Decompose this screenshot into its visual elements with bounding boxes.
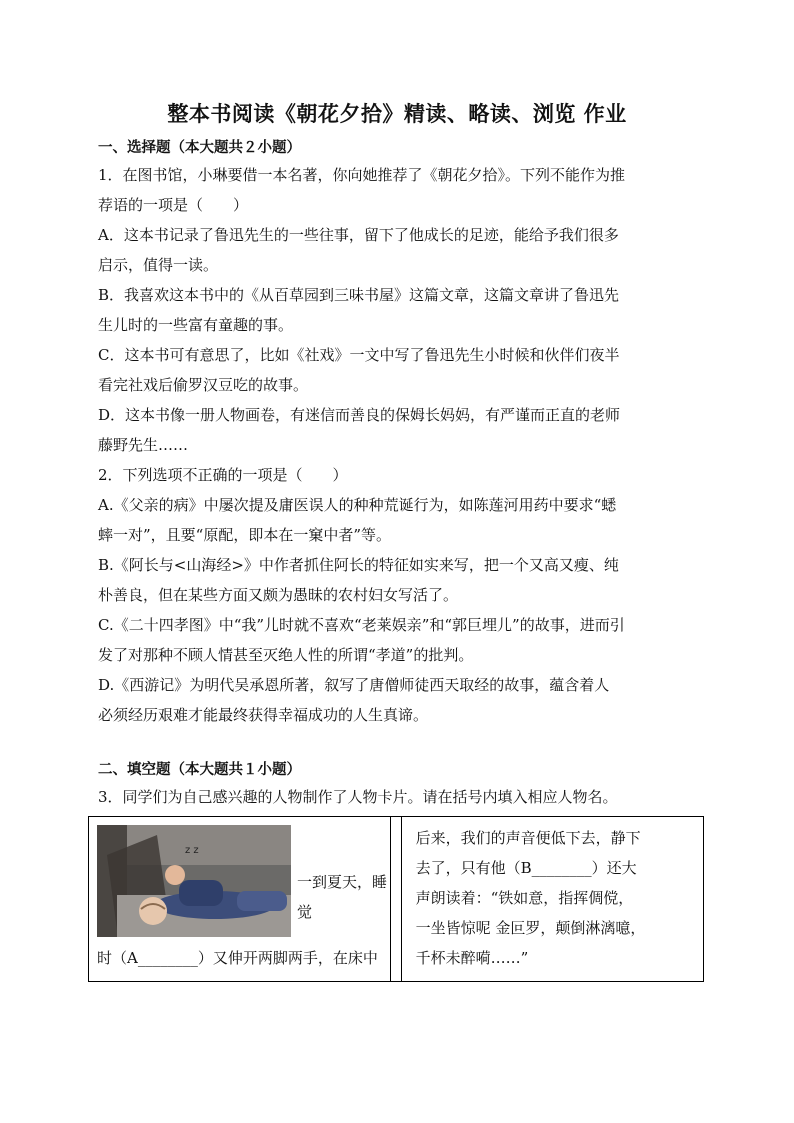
question-1-option-b: [98, 280, 708, 340]
question-1-option-c: [98, 340, 708, 400]
sleeping-figure-illustration: [97, 825, 291, 937]
content: [98, 136, 708, 982]
option-line: 生儿时的一些富有童趣的事。: [98, 316, 294, 334]
question-2-stem-line: 2．下列选项不正确的一项是（ ）: [98, 466, 348, 484]
option-line: A.《父亲的病》中屡次提及庸医误人的种种荒诞行为，如陈莲河用药中要求“蟋: [98, 496, 617, 514]
option-line: 发了对那种不顾人情甚至灭绝人性的所谓“孝道”的批判。: [98, 646, 474, 664]
option-line: B．我喜欢这本书中的《从百草园到三味书屋》这篇文章，这篇文章讲了鲁迅先: [98, 286, 620, 304]
question-3-stem-line: 3．同学们为自己感兴趣的人物制作了人物卡片。请在括号内填入相应人物名。: [98, 788, 618, 806]
option-line: A．这本书记录了鲁迅先生的一些往事，留下了他成长的足迹，能给予我们很多: [98, 226, 619, 244]
option-line: C.《二十四孝图》中“我”儿时就不喜欢“老莱娱亲”和“郭巨埋儿”的故事，进而引: [98, 616, 625, 634]
card-a-text: 一到夏天，睡觉: [297, 873, 388, 921]
option-line: 必须经历艰难才能最终获得幸福成功的人生真谛。: [98, 706, 429, 724]
section-spacer: [98, 730, 708, 758]
section-heading-fill: 二、填空题（本大题共１小题）: [98, 761, 301, 778]
option-line: 看完社戏后偷罗汉豆吃的故事。: [98, 376, 309, 394]
option-line: C．这本书可有意思了，比如《社戏》一文中写了鲁迅先生小时候和伙伴们夜半: [98, 346, 620, 364]
question-1-stem-line: 1．在图书馆，小琳要借一本名著，你向她推荐了《朝花夕拾》。下列不能作为推: [98, 166, 626, 184]
card-b-line: 千杯未醉嗬……”: [415, 949, 529, 967]
character-card-b: [401, 817, 703, 982]
character-card-a: [89, 817, 391, 982]
character-cards-table: [88, 816, 704, 982]
card-a-text: 时（A________）又伸开两脚两手，在床中: [97, 949, 378, 967]
question-1-option-d: [98, 400, 708, 460]
question-2-option-c: [98, 610, 708, 670]
section-heading-choice: 一、选择题（本大题共２小题）: [98, 139, 301, 156]
question-1-option-a: [98, 220, 708, 280]
question-2-option-b: [98, 550, 708, 610]
option-line: D.《西游记》为明代吴承恩所著，叙写了唐僧师徒西天取经的故事，蕴含着人: [98, 676, 610, 694]
option-line: B.《阿长与<山海经>》中作者抓住阿长的特征如实来写，把一个又高又瘦、纯: [98, 556, 619, 574]
option-line: 蟀一对”，且要“原配，即本在一窠中者”等。: [98, 526, 392, 544]
question-1-stem-line: 荐语的一项是（ ）: [98, 196, 249, 214]
card-b-line: 后来，我们的声音便低下去，静下: [415, 829, 641, 847]
option-line: 启示，值得一读。: [98, 256, 219, 274]
card-b-line: 声朗读着：“铁如意，指挥倜傥，: [415, 889, 634, 907]
svg-text:z z: z z: [185, 845, 199, 856]
card-b-line: 一坐皆惊呢 金叵罗，颠倒淋漓噫，: [415, 919, 646, 937]
option-line: 藤野先生……: [98, 436, 189, 454]
page-title: 整本书阅读《朝花夕拾》精读、略读、浏览 作业: [167, 101, 627, 126]
option-line: 朴善良，但在某些方面又颇为愚昧的农村妇女写活了。: [98, 586, 459, 604]
card-divider: [391, 817, 401, 982]
card-b-line: 去了，只有他（B________）还大: [415, 859, 637, 877]
option-line: D．这本书像一册人物画卷，有迷信而善良的保姆长妈妈，有严谨而正直的老师: [98, 406, 621, 424]
question-2-option-d: [98, 670, 708, 730]
question-3-stem: [98, 782, 708, 812]
question-2-option-a: [98, 490, 708, 550]
question-2-stem: [98, 460, 708, 490]
question-1-stem: [98, 160, 708, 220]
